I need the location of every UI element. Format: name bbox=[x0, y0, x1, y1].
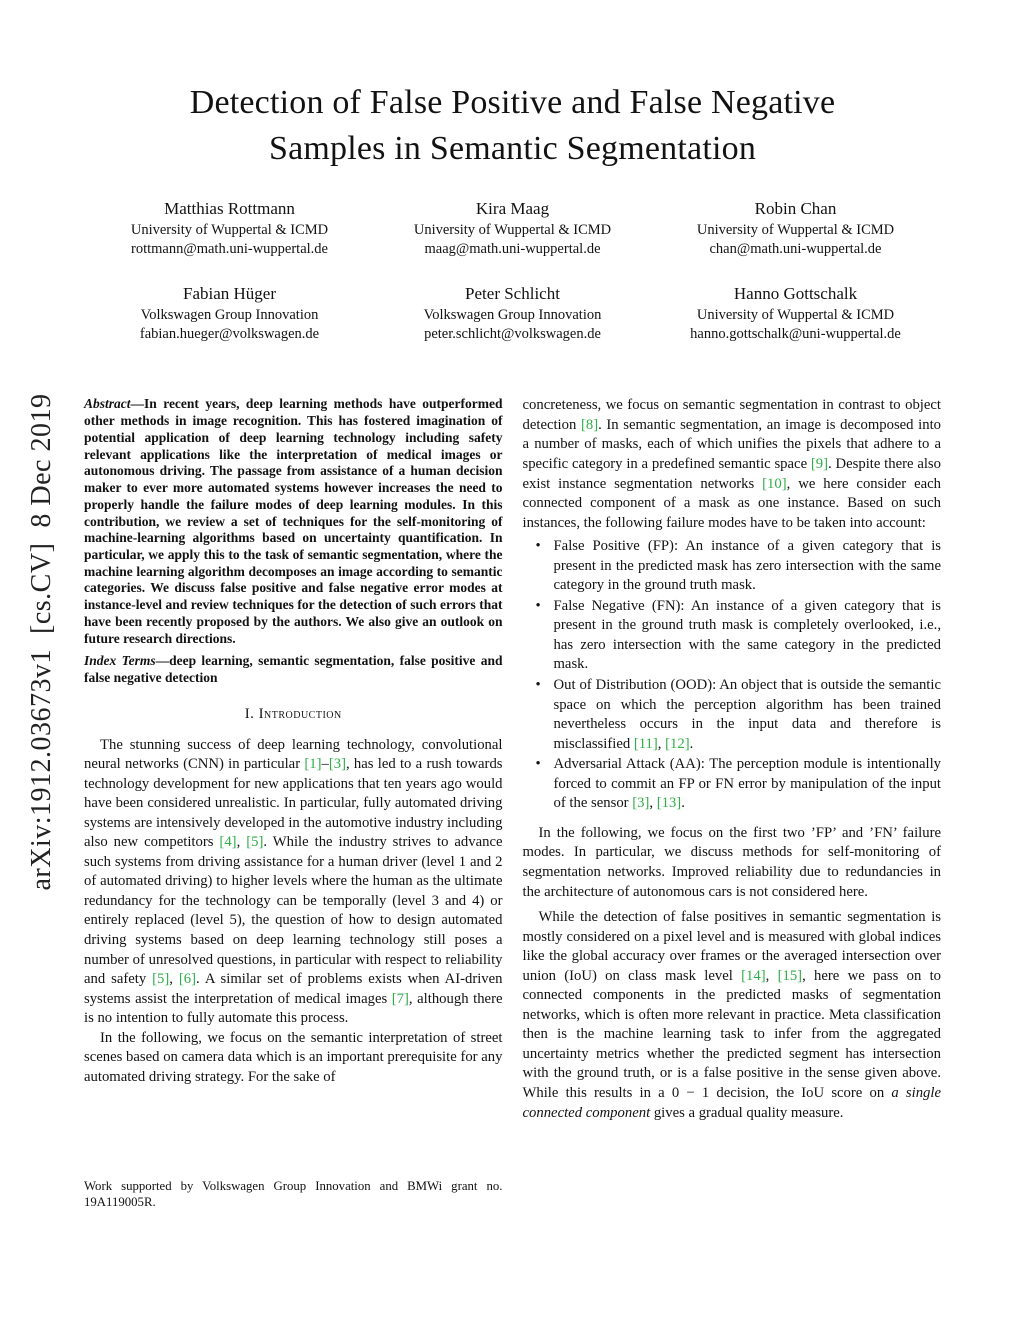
index-terms-paragraph bbox=[84, 653, 503, 686]
author-email: chan@math.uni-wuppertal.de bbox=[709, 241, 882, 258]
right-column bbox=[523, 396, 942, 1214]
author-affiliation: Volkswagen Group Innovation bbox=[423, 306, 602, 323]
list-item-false-negative: • False Negative (FN): An instance of a given category that is present in the ground truth mask is completely overlooked, i.e., has zero intersection with the same category in the predicted mask. bbox=[523, 597, 942, 675]
author-email: rottmann@math.uni-wuppertal.de bbox=[131, 241, 328, 258]
index-terms-label: Index Terms bbox=[84, 653, 156, 669]
section-heading-introduction: I. Introduction bbox=[244, 705, 342, 722]
author-affiliation: University of Wuppertal & ICMD bbox=[413, 221, 612, 238]
citation-link[interactable]: [14] bbox=[741, 967, 766, 984]
citation-link[interactable]: [15] bbox=[777, 967, 803, 984]
list-item-false-positive: • False Positive (FP): An instance of a given category that is present in the predicted mask has zero intersection with the same category in the ground truth mask. bbox=[523, 537, 942, 596]
abstract-paragraph bbox=[84, 396, 503, 647]
list-item-out-of-distribution: • Out of Distribution (OOD): An object that is outside the semantic space on which the perception algorithm has been trained nevertheless occurs in the input data and therefore is misclassified [11], [12]. bbox=[523, 676, 942, 754]
author-name: Kira Maag bbox=[475, 199, 550, 219]
abstract-text: —In recent years, deep learning methods have outperformed other methods in image recognition. This has fostered imagination of potential application of deep learning technology including safety relevant applications like the interpretation of medical images or autonomous driving. The passage from assistance of a human decision maker to ever more automated systems however increases the need to properly handle the failure modes of deep learning modules. In this contribution, we review a set of techniques for the self-monitoring of machine-learning algorithms based on uncertainty quantification. In particular, we apply this to the task of semantic segmentation, where the machine learning algorithm decomposes an image according to semantic categories. We discuss false positive and false negative error modes at instance-level and review techniques for the detection of such errors that have been recently proposed by the authors. We also give an outlook on future research directions. bbox=[84, 396, 503, 646]
author-name: Robin Chan bbox=[754, 199, 837, 219]
author-email: peter.schlicht@volkswagen.de bbox=[424, 325, 601, 342]
author-name: Hanno Gottschalk bbox=[733, 283, 858, 303]
citation-link[interactable]: [7] bbox=[391, 990, 409, 1007]
failure-modes-list bbox=[523, 536, 942, 815]
author-affiliation: University of Wuppertal & ICMD bbox=[696, 221, 895, 238]
index-terms-text: —deep learning, semantic segmentation, false positive and false negative detection bbox=[84, 653, 503, 686]
citation-link[interactable]: [4] bbox=[219, 834, 237, 851]
author-email: hanno.gottschalk@uni-wuppertal.de bbox=[690, 325, 901, 342]
citation-link[interactable]: [3] bbox=[632, 795, 650, 812]
author-block bbox=[654, 197, 937, 260]
list-item-adversarial-attack: • Adversarial Attack (AA): The perception module is intentionally forced to commit an FP or FN error by manipulation of the input of the sensor [3], [13]. bbox=[523, 755, 942, 814]
author-email: maag@math.uni-wuppertal.de bbox=[424, 241, 601, 258]
intro-paragraph-1: The stunning success of deep learning technology, convolutional neural networks (CNN) in particular [1]–[3], has led to a rush towards technology development for new applications that ten years ago would have been considered unrealistic. In particular, fully automated driving systems are intensively developed in the automotive industry including also new competitors [4], [5]. While the industry strives to advance such systems from driving assistance for a human driver (level 1 and 2 of automated driving) to higher levels where the human as the ultimate redundancy for the technology can be temporally (level 3 and 4) or entirely replaced (level 5), the question of how to design automated driving systems based on deep learning technology still poses a number of unresolved questions, in particular with respect to reliability and safety [5], [6]. A similar set of problems exists when AI-driven systems assist the interpretation of medical images [7], although there is no intention to fully automate this process. bbox=[84, 736, 503, 1027]
citation-link[interactable]: [3] bbox=[328, 756, 346, 773]
author-block bbox=[654, 282, 937, 345]
author-affiliation: University of Wuppertal & ICMD bbox=[696, 306, 895, 323]
citation-link[interactable]: [5] bbox=[246, 834, 264, 851]
right-paragraph-2: In the following, we focus on the first two ’FP’ and ’FN’ failure modes. In particular, we discuss methods for self-monitoring of segmentation networks. Improved reliability due to redundancies in the architecture of autonomous cars is not considered here. bbox=[522, 824, 941, 900]
intro-paragraph-2: In the following, we focus on the semantic interpretation of street scenes based on camera data which is an important prerequisite for any automated driving strategy. For the sake of bbox=[84, 1029, 503, 1085]
author-block bbox=[371, 197, 654, 260]
author-name: Matthias Rottmann bbox=[164, 199, 295, 219]
author-block bbox=[88, 197, 371, 260]
right-paragraph-1: concreteness, we focus on semantic segmentation in contrast to object detection [8]. In semantic segmentation, an image is decomposed into a number of masks, each of which unifies the pixels that adhere to a specific category in a predefined semantic space [9]. Despite there also exist instance segmentation networks [10], we here consider each connected component of a mask as one instance. Based on such instances, the following failure modes have to be taken into account: bbox=[522, 397, 942, 531]
left-column bbox=[84, 396, 503, 1214]
citation-link[interactable]: [1] bbox=[304, 756, 322, 773]
paper-title-line1: Detection of False Positive and False Negative bbox=[189, 84, 836, 121]
citation-link[interactable]: [11] bbox=[633, 735, 658, 752]
author-email: fabian.hueger@volkswagen.de bbox=[139, 325, 320, 342]
author-grid bbox=[88, 197, 937, 344]
citation-link[interactable]: [8] bbox=[580, 416, 599, 433]
paper-title-line2: Samples in Semantic Segmentation bbox=[268, 129, 757, 167]
two-column-body bbox=[84, 396, 941, 1214]
author-name: Fabian Hüger bbox=[182, 283, 276, 303]
citation-link[interactable]: [10] bbox=[762, 475, 787, 492]
citation-link[interactable]: [6] bbox=[178, 971, 197, 988]
right-paragraph-3: While the detection of false positives in semantic segmentation is mostly considered on a pixel level and is measured with global indices like the global accuracy over frames or the averaged intersection over union (IoU) on class mask level [14], [15], here we pass on to connected components in the predicted masks of segmentation networks, which is often more relevant in practice. Meta classification then is the machine learning task to infer from the aggregated uncertainty metrics whether the predicted segment has intersection with the ground truth, or is a false positive in the sense given above. While this results in a 0 − 1 decision, the IoU score on a single connected component gives a gradual quality measure. bbox=[522, 909, 941, 1121]
author-affiliation: University of Wuppertal & ICMD bbox=[130, 221, 329, 238]
author-name: Peter Schlicht bbox=[465, 283, 560, 303]
author-block bbox=[371, 282, 654, 345]
citation-link[interactable]: [12] bbox=[665, 735, 690, 752]
citation-link[interactable]: [13] bbox=[656, 795, 682, 812]
abstract-label: Abstract bbox=[84, 396, 131, 412]
author-block bbox=[88, 282, 371, 345]
funding-footnote: Work supported by Volkswagen Group Innovation and BMWi grant no. 19A119005R. bbox=[84, 1178, 503, 1209]
paper-title bbox=[84, 80, 941, 171]
arxiv-watermark: arXiv:1912.03673v1 [cs.CV] 8 Dec 2019 bbox=[26, 393, 57, 891]
author-affiliation: Volkswagen Group Innovation bbox=[140, 306, 319, 323]
citation-link[interactable]: [5] bbox=[152, 971, 170, 988]
citation-link[interactable]: [9] bbox=[810, 456, 829, 473]
